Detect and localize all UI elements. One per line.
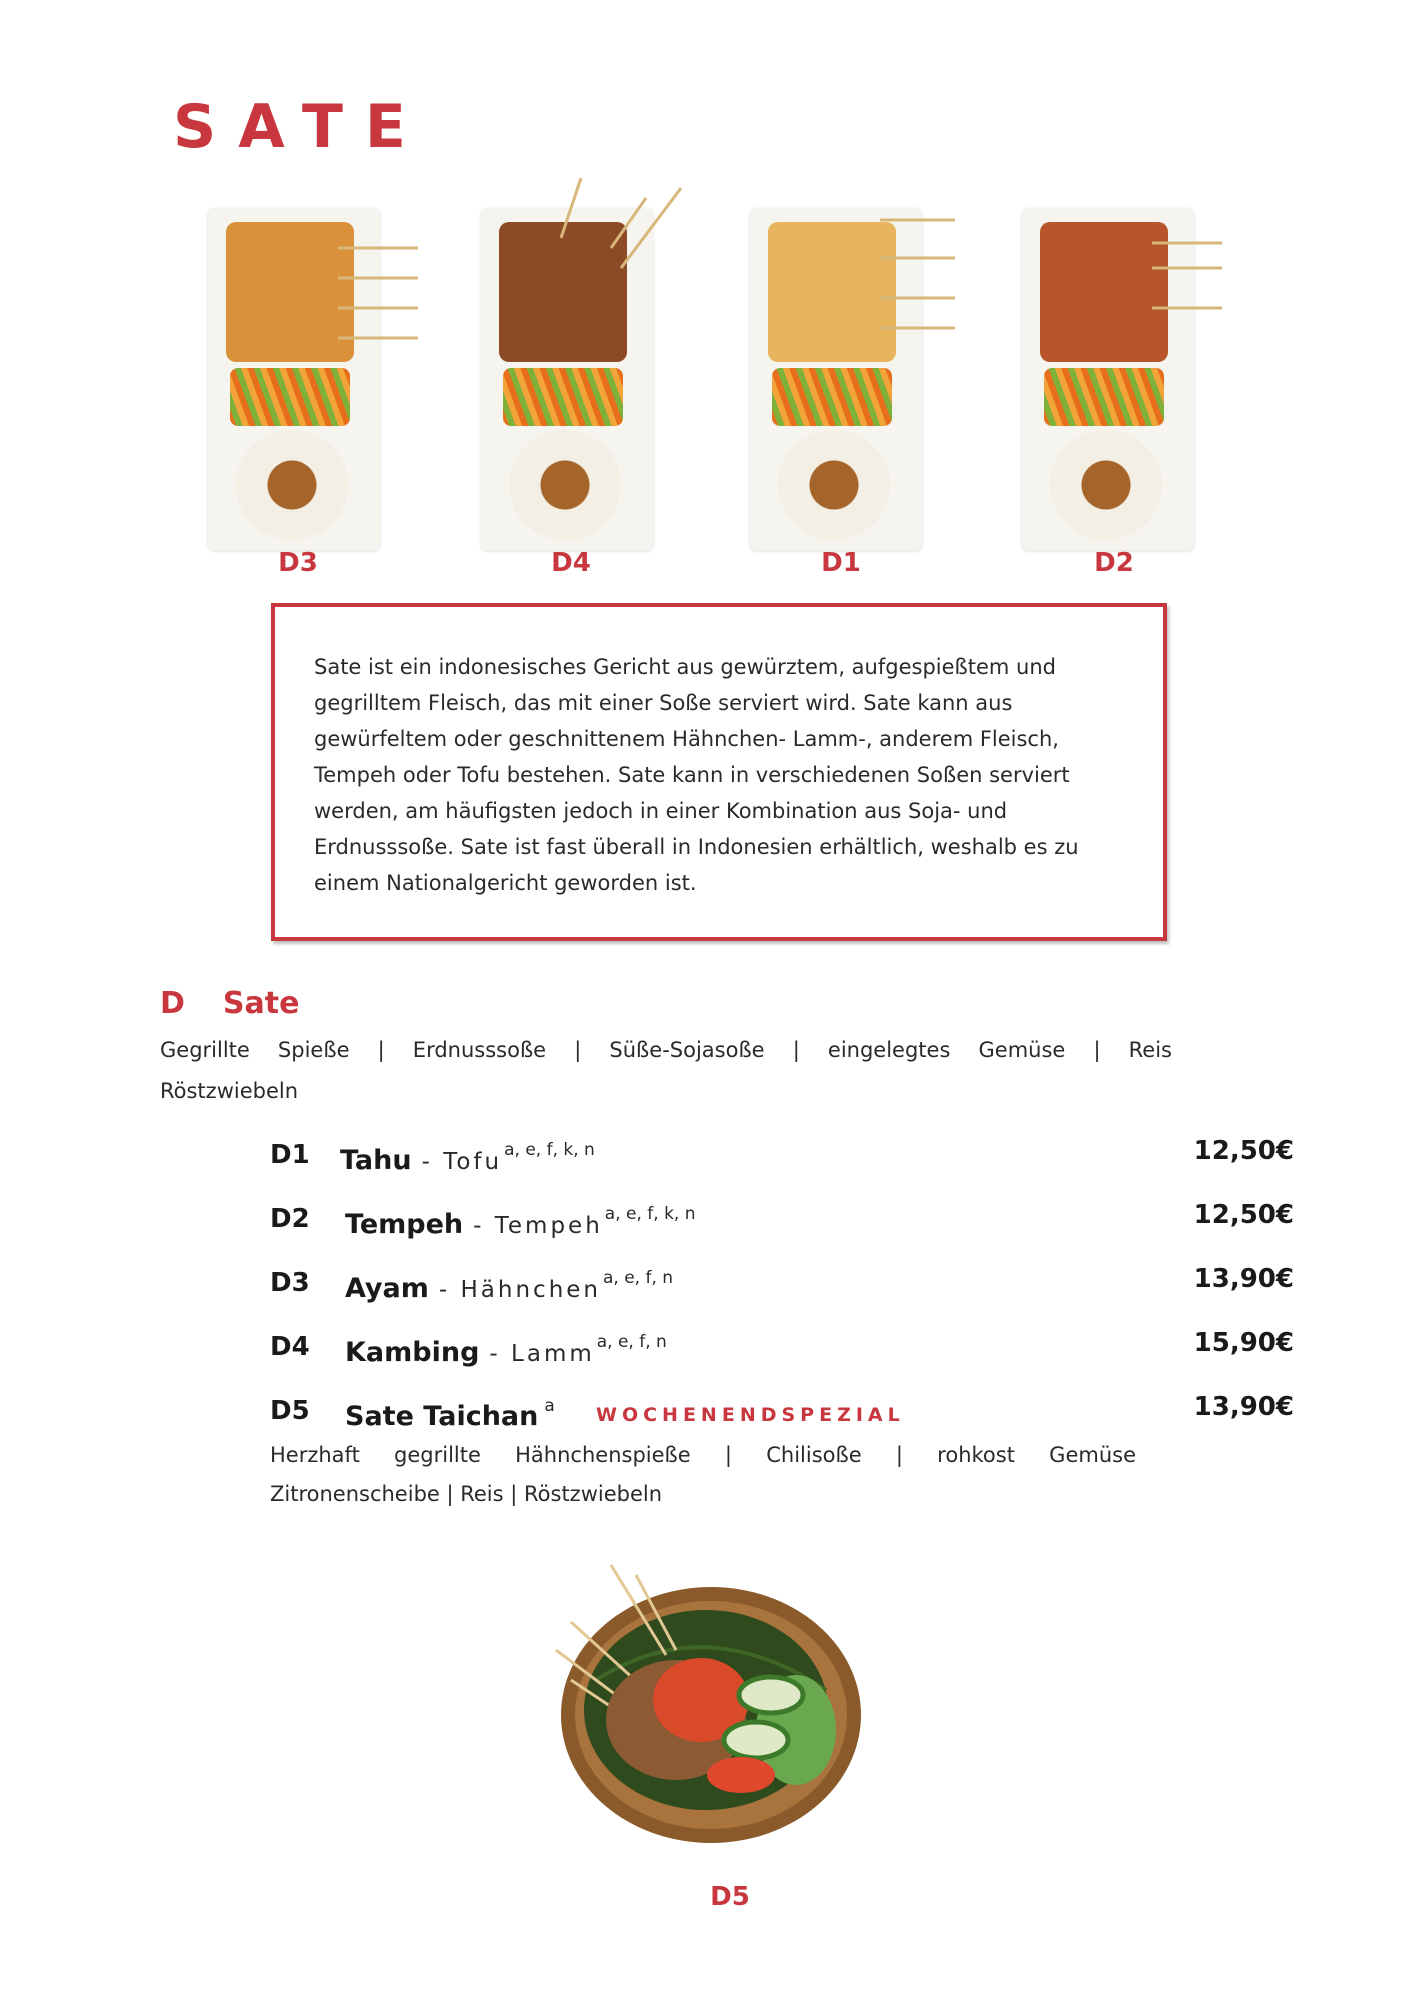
item-name: Kambing: [345, 1337, 480, 1368]
menu-item-d2: [270, 1198, 1294, 1238]
item-price: 15,90€: [1193, 1328, 1294, 1358]
item-price: 13,90€: [1193, 1392, 1294, 1422]
item-name: Tempeh: [345, 1209, 464, 1240]
item-name: Ayam: [345, 1273, 429, 1304]
item-name-wrap: [340, 1140, 595, 1176]
item-name-wrap: [345, 1396, 555, 1432]
item-price: 12,50€: [1193, 1136, 1294, 1166]
pickled-vegetables: [772, 368, 892, 426]
photo-d2: [1022, 208, 1194, 550]
d5-desc-line1: Herzhaft gegrillte Hähnchenspieße | Chilisoße | rohkost Gemüse: [270, 1443, 1136, 1467]
photo-d1: [750, 208, 922, 550]
item-code: D4: [270, 1332, 310, 1362]
pickled-vegetables: [1044, 368, 1164, 426]
rice-mound: [778, 430, 890, 540]
menu-item-d1: [270, 1134, 1294, 1174]
photo-label-d1: D1: [821, 548, 861, 578]
item-allergens: a, e, f, n: [603, 1268, 674, 1288]
page-title: SATE: [173, 92, 428, 162]
item-code: D1: [270, 1140, 310, 1170]
item-code: D3: [270, 1268, 310, 1298]
photo-label-d2: D2: [1094, 548, 1134, 578]
section-heading: [160, 986, 299, 1021]
item-name-wrap: [345, 1268, 673, 1304]
photo-label-d4: D4: [551, 548, 591, 578]
menu-item-d3: [270, 1262, 1294, 1302]
section-description: [160, 1030, 1172, 1112]
section-desc-line1: Gegrillte Spieße | Erdnusssoße | Süße-Sojasoße | eingelegtes Gemüse | Reis: [160, 1038, 1172, 1062]
item-price: 13,90€: [1193, 1264, 1294, 1294]
rice-mound: [509, 430, 621, 540]
rice-mound: [1050, 430, 1162, 540]
item-allergens: a, e, f, k, n: [504, 1140, 595, 1160]
item-code: D5: [270, 1396, 310, 1426]
d5-desc-line2: Zitronenscheibe | Reis | Röstzwiebeln: [270, 1482, 663, 1506]
item-code: D2: [270, 1204, 310, 1234]
item-name: Sate Taichan: [345, 1401, 539, 1432]
info-box: [271, 603, 1167, 941]
item-allergens: a, e, f, n: [596, 1332, 667, 1352]
pickled-vegetables: [230, 368, 350, 426]
item-subtitle: - Tofu: [421, 1149, 503, 1175]
section-desc-line2: Röstzwiebeln: [160, 1079, 299, 1103]
item-subtitle: - Lamm: [489, 1341, 595, 1367]
item-name-wrap: [345, 1332, 667, 1368]
item-name: Tahu: [340, 1145, 412, 1176]
weekend-special-badge: WOCHENENDSPEZIAL: [596, 1404, 905, 1426]
photo-label-d5: D5: [710, 1882, 750, 1912]
section-code: D: [160, 986, 185, 1021]
item-subtitle: - Tempeh: [473, 1213, 603, 1239]
item-subtitle: - Hähnchen: [438, 1277, 601, 1303]
pickled-vegetables: [503, 368, 623, 426]
rice-mound: [236, 430, 348, 540]
photo-d5: [526, 1550, 886, 1850]
menu-item-d4: [270, 1326, 1294, 1366]
info-text: Sate ist ein indonesisches Gericht aus gewürztem, aufgespießtem und gegrilltem Fleisch, das mit einer Soße serviert wird. Sate kann aus gewürfeltem oder geschnittenem Hähnchen- Lamm-, anderem Fleisch, Tempeh oder Tofu bestehen. Sate kann in verschiedenen Soßen serviert werden, am häufigsten jedoch in einer Kombination aus Soja- und Erdnusssoße. Sate ist fast überall in Indonesien erhältlich, weshalb es zu einem Nationalgericht geworden ist.: [314, 655, 1079, 895]
section-title: Sate: [222, 986, 300, 1021]
item-allergens: a, e, f, k, n: [604, 1204, 696, 1224]
photo-d3: [208, 208, 380, 550]
menu-item-d5: [270, 1390, 1294, 1430]
item-allergens: a: [544, 1396, 555, 1416]
item-price: 12,50€: [1193, 1200, 1294, 1230]
d5-description: [270, 1436, 1136, 1514]
photo-label-d3: D3: [278, 548, 318, 578]
item-name-wrap: [345, 1204, 696, 1240]
photo-d4: [481, 208, 653, 550]
